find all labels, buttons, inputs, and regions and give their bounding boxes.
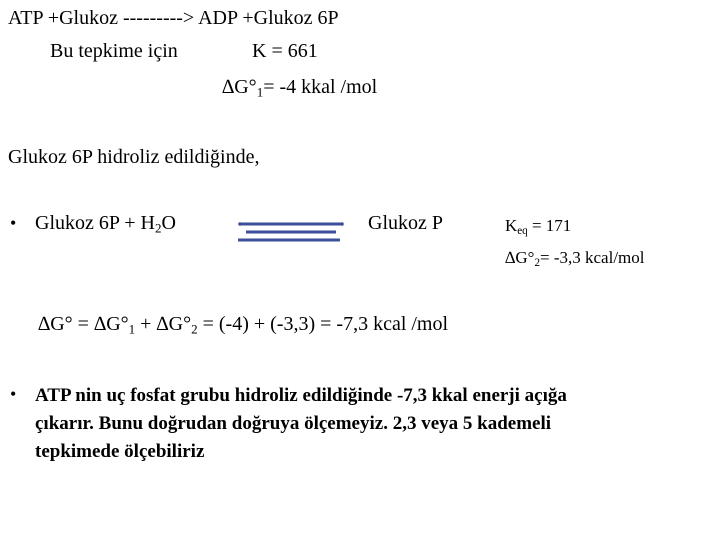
conclusion-line1: ATP nin uç fosfat grubu hidroliz edildiğinde -7,3 kkal enerji açığa [35,385,567,406]
sum-sub1: 1 [128,321,136,337]
hydrolysis-bullet: • [10,213,17,233]
dg2-value [505,248,645,268]
keq-subscript: eq [517,224,528,237]
conclusion-text [35,382,567,466]
hydrolysis-intro: Glukoz 6P hidroliz edildiğinde, [8,146,260,168]
dg2-symbol: ∆G° [505,248,535,267]
dg2-number: = -3,3 kcal/mol [540,248,645,267]
keq-number: = 171 [527,216,572,235]
reaction1-equation: ATP +Glukoz ---------> ADP +Glukoz 6P [8,7,339,29]
sum-sub2: 2 [191,321,198,337]
equilibrium-arrow [232,220,348,244]
hydrolysis-reactant [35,212,176,235]
reaction1-k-value: K = 661 [252,40,318,62]
dg2-subscript: 2 [534,256,541,269]
conclusion-line2: çıkarır. Bunu doğrudan doğruya ölçemeyiz. 2,3 veya 5 kademeli [35,413,552,434]
sum-part3: = (-4) + (-3,3) = -7,3 kcal /mol [197,313,449,335]
reactant-subscript: 2 [154,220,162,236]
reactant-text: Glukoz 6P + H [35,212,155,234]
sum-part2: + ∆G° [135,313,192,335]
hydrolysis-product: Glukoz P [368,212,443,234]
reactant-end: O [161,212,176,234]
conclusion-line3: tepkimede ölçebiliriz [35,441,205,462]
dg1-subscript: 1 [256,84,264,100]
reaction1-delta-g [222,76,377,99]
delta-g-sum [38,313,448,336]
dg1-value: = -4 kkal /mol [263,76,378,98]
reaction1-label: Bu tepkime için [50,40,178,62]
keq-value [505,216,571,236]
conclusion-bullet: • [10,384,17,404]
sum-part1: ∆G° = ∆G° [38,313,129,335]
dg1-symbol: ∆G° [222,76,257,98]
keq-label: K [505,216,518,235]
